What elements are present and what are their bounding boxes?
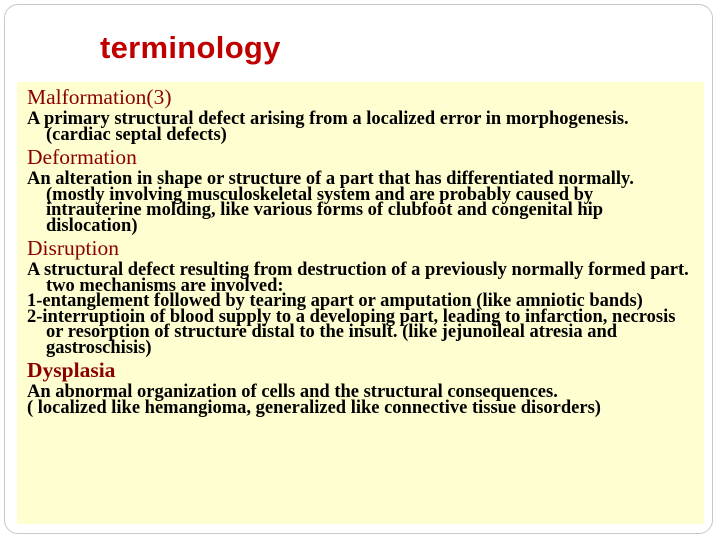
dysplasia-definition: An abnormal organization of cells and the structural consequences. [27, 382, 558, 402]
section-deformation [27, 145, 692, 234]
slide-title: terminology [100, 30, 281, 65]
content-panel [17, 82, 704, 524]
section-dysplasia [27, 358, 692, 416]
heading-malformation: Malformation(3) [27, 85, 172, 109]
dysplasia-examples: ( localized like hemangioma, generalized like connective tissue disorders) [27, 397, 601, 418]
section-malformation [27, 85, 692, 143]
disruption-definition: A structural defect resulting from destruction of a previously normally formed part. two mechanisms are involved: [27, 260, 689, 296]
disruption-mechanism-2: 2-interruptioin of blood supply to a developing part, leading to infarction, necrosis or resorption of structure distal to the insult. (like jejunoileal atresia and gastroschisis) [27, 306, 676, 358]
disruption-mechanism-1: 1-entanglement followed by tearing apart or amputation (like amniotic bands) [27, 291, 643, 311]
malformation-definition: A primary structural defect arising from a localized error in morphogenesis. (cardiac septal defects) [27, 109, 629, 145]
section-disruption [27, 236, 692, 356]
deformation-definition: An alteration in shape or structure of a part that has differentiated normally. (mostly involving musculoskeletal system and are probably caused by intrauterine molding, like various forms of clubfoot and congenital hip dislocation) [27, 169, 634, 236]
heading-disruption: Disruption [27, 236, 119, 260]
heading-dysplasia: Dysplasia [27, 358, 116, 382]
heading-deformation: Deformation [27, 145, 137, 169]
